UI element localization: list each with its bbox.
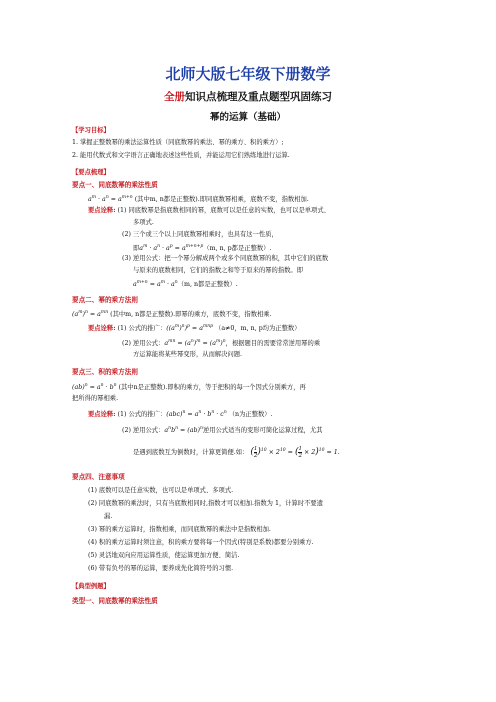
point1-formula: $a^m \cdot a^n = a^{m+n}$ — [88, 195, 133, 203]
point3-formula-note2: 把所得的幂相乘. — [72, 395, 119, 402]
point1-formula-line — [88, 194, 309, 204]
point3-note1-formula: $(abc)^n = a^n \cdot b^n \cdot c^n$ — [166, 410, 227, 418]
document-title: 北师大版七年级下册数学 — [165, 65, 331, 83]
point3-note2b-text: 是遇到底数互为倒数时，计算更简便.如： — [133, 449, 249, 456]
point3-note-label: 要点诠释: — [88, 411, 116, 418]
point1-note3c-post: （m, n都是正整数）. — [177, 281, 238, 288]
point3-note2b — [133, 446, 340, 459]
goal-1: 1. 掌握正整数幂的乘法运算性质（同底数幂的乘法、幂的乘方、积的乘方）; — [72, 139, 284, 146]
point3-note2-formula: $a^nb^n = (ab)^n$ — [164, 426, 203, 434]
points-header: 【要点梳理】 — [72, 169, 110, 176]
point2-formula-line — [72, 309, 272, 319]
point1-note1b: 多项式. — [133, 219, 154, 226]
point4-item-1: (1) 底数可以是任意实数，也可以是单项式、多项式. — [88, 487, 234, 494]
point3-heading: 要点三、积的乘方法则 — [72, 368, 138, 376]
subtitle-rest: 知识点梳理及重点题型巩固练习 — [185, 91, 332, 103]
point2-note1 — [88, 323, 301, 333]
point4-heading: 要点四、注意事项 — [72, 473, 125, 481]
point2-note2-pre: (2) 逆用公式： — [122, 340, 165, 347]
point1-heading: 要点一、同底数幂的乘法性质 — [72, 181, 158, 189]
point1-note3: (3) 逆用公式：把一个幂分解成两个或多个同底数幂的积，其中它们的底数 — [122, 255, 329, 262]
point3-formula-note: (其中n是正整数).即积的乘方，等于把积的每一个因式分别乘方，再 — [118, 384, 306, 391]
point1-note3b: 与原来的底数相同，它们的指数之和等于原来的幂的指数。即 — [133, 267, 304, 274]
goals-header: 【学习目标】 — [72, 127, 110, 134]
point4-item-2b: 漏. — [104, 513, 113, 520]
point2-formula-note: (其中m, n都是正整数).即幂的乘方，底数不变，指数相乘. — [110, 311, 272, 318]
document-subtitle — [0, 89, 496, 104]
point3-formula: $(ab)^n = a^n \cdot b^n$ — [72, 383, 117, 391]
point1-note-label: 要点诠释: — [88, 207, 116, 214]
point1-note2b-post: （m, n, p都是正整数）. — [203, 245, 272, 252]
point2-formula: $(a^m)^n = a^{mn}$ — [72, 310, 109, 318]
point3-example-formula: ( $\frac{1}{2}$ )$^{10} \times 2^{10}$ = ( $\frac{1}{2}$ × 2)$^{10}$ = 1. — [250, 446, 340, 459]
point4-item-2: (2) 同底数幂的乘法时，只有当底数相同时,指数才可以相加.指数为 1，计算时不要遗 — [88, 500, 324, 507]
point1-note2: (2) 三个或三个以上同底数幂相乘时，也具有这一性质， — [122, 231, 278, 238]
point1-note2b-formula: $a^m \cdot a^n \cdot a^p = a^{m+n+p}$ — [139, 244, 204, 252]
point1-note1-text: (1) 同底数幂是指底数相同的幂，底数可以是任意的实数，也可以是单项式、 — [117, 207, 330, 214]
subtitle-red: 全册 — [164, 91, 185, 103]
examples-header: 【典型例题】 — [72, 583, 110, 590]
point2-note1-formula: $((a^m)^n)^p = a^{mnp}$ — [166, 324, 214, 332]
point1-note3c-formula: $a^{m+n} = a^m \cdot a^n$ — [133, 280, 178, 288]
type1-heading: 类型一、同底数幂的乘法性质 — [72, 597, 158, 605]
point3-note2-pre: (2) 逆用公式： — [122, 427, 165, 434]
point2-note1-post: （a≠0，m, n, p均为正整数） — [215, 325, 301, 332]
point4-item-6: (6) 带有负号的幂的运算，要养成先化简符号的习惯. — [88, 565, 234, 572]
point1-note2b — [133, 243, 271, 253]
point3-note2-post: 逆用公式适当的变形可简化运算过程，尤其 — [202, 427, 323, 434]
point1-note3c — [133, 279, 238, 289]
point3-note1 — [88, 409, 273, 419]
point4-item-3: (3) 幂的乘方运算时，指数相乘，而同底数幂的乘法中是指数相加. — [88, 526, 271, 533]
point2-note1-pre: (1) 公式的推广： — [117, 325, 167, 332]
point3-formula-line — [72, 382, 306, 392]
point3-note2 — [122, 425, 323, 435]
point3-note1-pre: (1) 公式的推广： — [117, 411, 167, 418]
point1-note2b-pre: 即 — [133, 245, 140, 252]
goal-2: 2. 能用代数式和文字语言正确地表述这些性质，并能运用它们熟练地进行运算. — [72, 152, 290, 159]
point2-note2-post: ，根据题目的需要常常逆用幂的乘 — [225, 340, 321, 347]
point2-heading: 要点二、幂的乘方法则 — [72, 296, 138, 304]
point1-note1 — [88, 207, 330, 215]
point3-note1-post: （n为正整数）. — [228, 411, 273, 418]
point4-item-4: (4) 积的乘方运算时须注意，积的乘方要将每一个因式(特别是系数)都要分别乘方. — [88, 539, 314, 546]
topic-title: 幂的运算（基础） — [209, 112, 286, 123]
point2-note2b: 方运算能将某些幂变形，从而解决问题. — [133, 351, 243, 358]
point1-formula-note: (其中m, n都是正整数).即同底数幂相乘，底数不变，指数相加. — [134, 196, 309, 203]
point2-note-label: 要点诠释: — [88, 325, 116, 332]
point2-note2-formula: $a^{mn} = (a^n)^m = (a^m)^n$ — [164, 339, 226, 347]
point4-item-5: (5) 灵活地双向应用运算性质，使运算更加方便、简洁. — [88, 552, 240, 559]
point2-note2 — [122, 338, 320, 348]
